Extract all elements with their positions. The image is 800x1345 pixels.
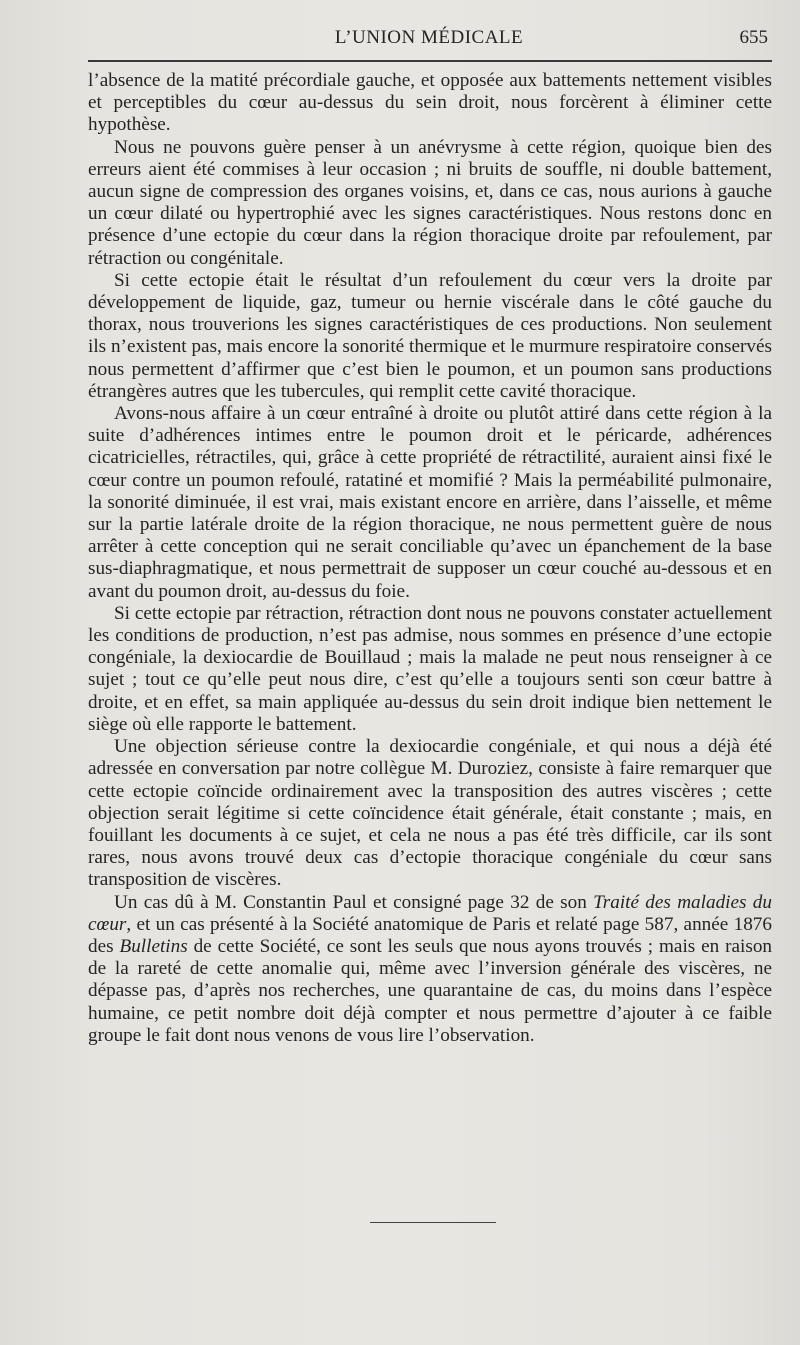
header-rule xyxy=(88,60,772,62)
paragraph xyxy=(88,736,772,891)
paragraph xyxy=(88,270,772,403)
paragraph-text: Un cas dû à M. Constantin Paul et consigné page 32 de son xyxy=(114,891,594,913)
paragraph-text: , et un cas présenté à la Société anatomique de Paris et relaté page 587, année 1876 des xyxy=(88,913,772,957)
paragraph-text: Si cette ectopie était le résultat d’un refoulement du cœur vers la droite par développement de liquide, gaz, tumeur ou hernie viscérale dans le côté gauche du thorax, nous trouverions les signes caractéristiques de ces productions. Non seulement ils n’existent pas, mais encore la sonorité thermique et le murmure respiratoire conservés nous permettent d’affirmer que c’est bien le poumon, et un poumon sans productions étrangères autres que les tubercules, qui remplit cette cavité thoracique. xyxy=(88,269,772,402)
paragraph-text: Avons-nous affaire à un cœur entraîné à droite ou plutôt attiré dans cette région à la suite d’adhérences intimes entre le poumon droit et le péricarde, adhérences cicatricielles, rétractiles, qui, grâce à cette propriété de rétractilité, auraient ainsi fixé le cœur contre un poumon refoulé, ratatiné et momifié ? Mais la perméabilité pulmonaire, la sonorité diminuée, il est vrai, mais existant encore en arrière, dans l’aisselle, et même sur la partie latérale droite de la région thoracique, ne nous permettent guère de nous arrêter à cette conception qui ne serait conciliable qu’avec un épanchement de la base sus-diaphragmatique, et nous permettrait de supposer un cœur couché au-dessous et en avant du poumon droit, au-dessus du foie. xyxy=(88,403,772,602)
paragraph-text: de cette Société, ce sont les seuls que nous ayons trouvés ; mais en raison de la rareté de cette anomalie qui, même avec l’inversion générale des viscères, ne dépasse pas, d’après nos recherches, une quarantaine de cas, du moins dans l’espèce humaine, ce petit nombre doit déjà compter et nous permettre d’ajouter à ce faible groupe le fait dont nous venons de vous lire l’observation. xyxy=(88,935,773,1046)
page-number: 655 xyxy=(739,27,768,48)
paragraph xyxy=(88,137,772,270)
paragraph-text: Nous ne pouvons guère penser à un anévrysme à cette région, quoique bien des erreurs aient été commises à leur occasion ; ni bruits de souffle, ni double battement, aucun signe de compression des organes voisins, et, dans ce cas, nous aurions à gauche un cœur dilaté ou hypertrophié avec les signes caractéristiques. Nous restons donc en présence d’une ectopie du cœur dans la région thoracique droite par refoulement, par rétraction ou congénitale. xyxy=(88,136,772,269)
paragraph-text: Si cette ectopie par rétraction, rétraction dont nous ne pouvons constater actuellement les conditions de production, n’est pas admise, nous sommes en présence d’une ectopie congéniale, la dexiocardie de Bouillaud ; mais la malade ne peut nous renseigner à ce sujet ; tout ce qu’elle peut nous dire, c’est qu’elle a toujours senti son cœur battre à droite, et en effet, sa main appliquée au-dessus du sein droit indique bien nettement le siège où elle rapporte le battement. xyxy=(88,602,772,735)
running-header xyxy=(88,24,770,54)
paragraph-text: Une objection sérieuse contre la dexiocardie congéniale, et qui nous a déjà été adressée en conversation par notre collègue M. Duroziez, consiste à faire remarquer que cette ectopie coïncide ordinairement avec la transposition des autres viscères ; cette objection serait légitime si cette coïncidence était générale, était constante ; mais, en fouillant les documents à ce sujet, et cela ne nous a pas été très difficile, car ils sont rares, nous avons trouvé deux cas d’ectopie thoracique congéniale du cœur sans transposition de viscères. xyxy=(88,736,772,891)
paragraph-text: l’absence de la matité précordiale gauche, et opposée aux battements nettement visibles et perceptibles du cœur au-dessus du sein droit, nous forcèrent à éliminer cette hypothèse. xyxy=(88,70,772,136)
italic-title: Bulletins xyxy=(119,935,188,957)
paragraph xyxy=(88,603,772,736)
article-body xyxy=(88,70,772,1047)
journal-title: L’UNION MÉDICALE xyxy=(334,27,524,48)
paragraph xyxy=(88,892,772,1047)
paragraph xyxy=(88,403,772,603)
italic-title: Traité des maladies du cœur xyxy=(88,891,772,935)
paragraph xyxy=(88,70,772,137)
section-end-rule xyxy=(370,1222,496,1223)
